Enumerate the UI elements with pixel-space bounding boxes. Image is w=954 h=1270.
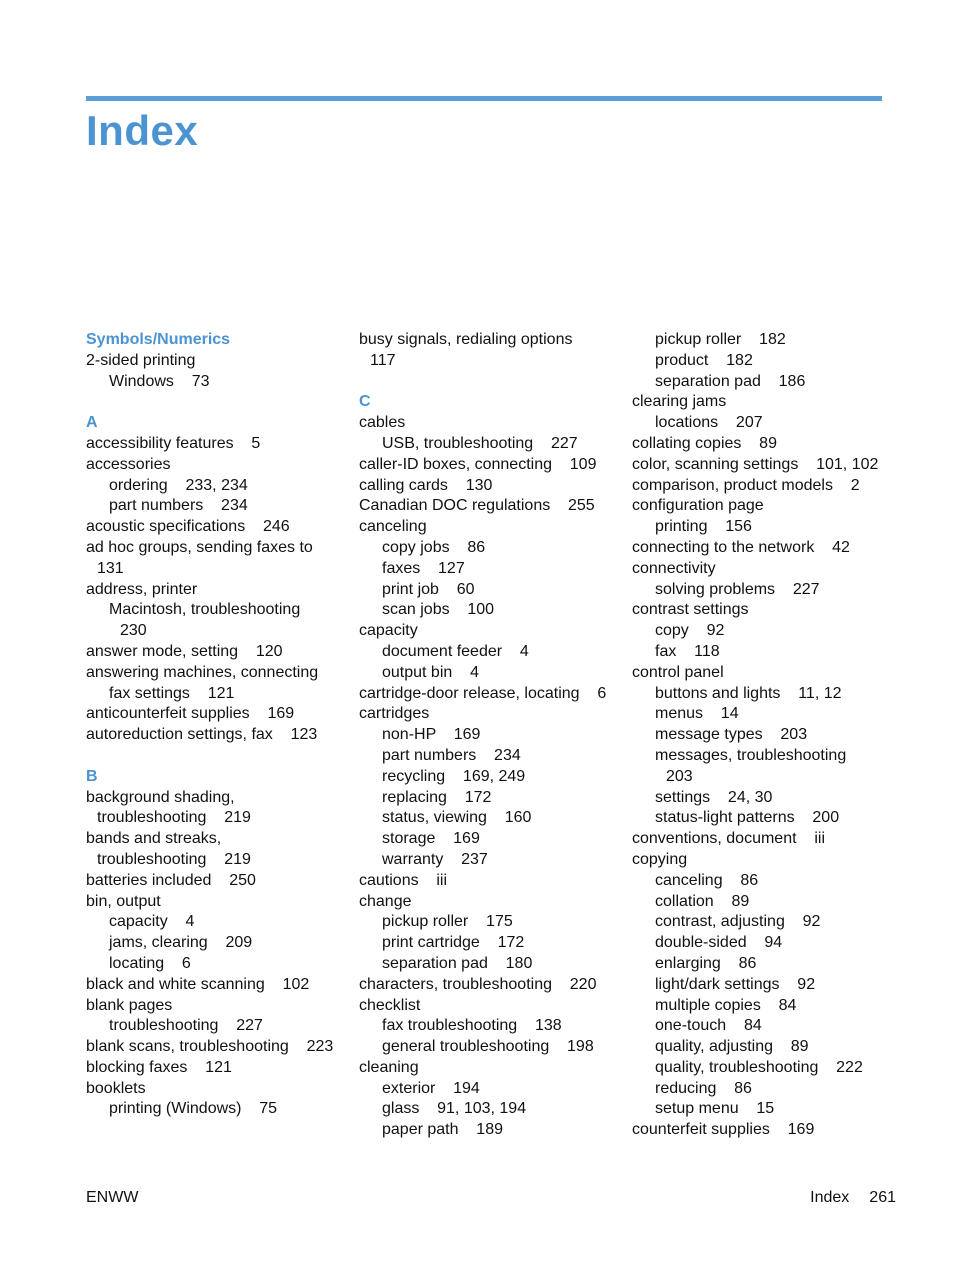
index-entry: booklets [86, 1079, 146, 1097]
index-entry: troubleshooting 219 [97, 850, 251, 868]
index-subentry: quality, troubleshooting 222 [655, 1058, 863, 1076]
index-subentry: enlarging 86 [655, 954, 757, 972]
index-subentry: warranty 237 [382, 850, 488, 868]
index-entry: black and white scanning 102 [86, 975, 310, 993]
index-entry: anticounterfeit supplies 169 [86, 705, 295, 723]
index-entry: bands and streaks, [86, 830, 222, 848]
index-entry: calling cards 130 [359, 476, 493, 494]
index-entry: checklist [359, 996, 421, 1014]
index-entry: busy signals, redialing options [359, 331, 573, 348]
page-number: 261 [869, 1189, 896, 1206]
index-entry: control panel [632, 663, 724, 681]
index-entry: caller-ID boxes, connecting 109 [359, 455, 597, 473]
index-subentry: locating 6 [109, 954, 191, 972]
index-subentry: fax troubleshooting 138 [382, 1017, 562, 1035]
index-entry: cartridges [359, 705, 430, 723]
index-letter-heading: A [86, 414, 98, 432]
index-subentry: capacity 4 [109, 913, 195, 931]
index-entry: accessibility features 5 [86, 434, 261, 452]
index-subentry: replacing 172 [382, 788, 492, 806]
index-subentry: jams, clearing 209 [109, 934, 253, 952]
index-entry: capacity [359, 622, 418, 640]
index-subentry: 230 [120, 622, 147, 640]
index-entry: cautions iii [359, 871, 448, 889]
index-subentry: printing (Windows) 75 [109, 1100, 278, 1118]
index-subentry: locations 207 [655, 414, 763, 432]
index-subentry: fax settings 121 [109, 684, 235, 702]
index-subentry: double-sided 94 [655, 934, 783, 952]
index-entry: conventions, document iii [632, 830, 825, 848]
index-entry: connectivity [632, 559, 716, 577]
index-entry: connecting to the network 42 [632, 538, 850, 556]
index-subentry: setup menu 15 [655, 1100, 775, 1118]
index-subentry: menus 14 [655, 705, 739, 723]
index-subentry: settings 24, 30 [655, 788, 773, 806]
index-subentry: part numbers 234 [109, 497, 248, 515]
index-entry: blank scans, troubleshooting 223 [86, 1038, 334, 1056]
index-subentry: copy jobs 86 [382, 538, 486, 556]
index-subentry: buttons and lights 11, 12 [655, 684, 842, 702]
index-subentry: pickup roller 175 [382, 913, 513, 931]
index-entry: color, scanning settings 101, 102 [632, 455, 879, 473]
index-subentry: non-HP 169 [382, 726, 481, 744]
section-gap [86, 746, 348, 767]
index-subentry: glass 91, 103, 194 [382, 1100, 527, 1118]
index-subentry: collation 89 [655, 892, 750, 910]
index-letter-heading: C [359, 393, 371, 411]
index-subentry: contrast, adjusting 92 [655, 913, 821, 931]
index-entry: blocking faxes 121 [86, 1058, 232, 1076]
index-entry: comparison, product models 2 [632, 476, 860, 494]
index-subentry: document feeder 4 [382, 642, 529, 660]
index-subentry: status, viewing 160 [382, 809, 532, 827]
index-subentry: paper path 189 [382, 1121, 503, 1139]
index-entry: canceling [359, 518, 427, 536]
index-subentry: output bin 4 [382, 663, 479, 681]
index-subentry: storage 169 [382, 830, 480, 848]
index-entry: contrast settings [632, 601, 749, 619]
index-subentry: printing 156 [655, 518, 752, 536]
index-entry: batteries included 250 [86, 871, 256, 889]
index-subentry: scan jobs 100 [382, 601, 495, 619]
index-entry: ad hoc groups, sending faxes to [86, 538, 313, 556]
index-column-2 [359, 330, 621, 1141]
section-gap [86, 392, 348, 413]
index-column-1 [86, 330, 348, 1120]
index-subentry: canceling 86 [655, 871, 759, 889]
index-entry: clearing jams [632, 393, 727, 411]
footer-left: ENWW [86, 1189, 139, 1206]
index-entry: bin, output [86, 892, 161, 910]
index-subentry: Windows 73 [109, 372, 210, 390]
index-entry: answering machines, connecting [86, 663, 319, 681]
section-gap [359, 372, 621, 393]
page-title: Index [86, 107, 199, 154]
index-entry: copying [632, 850, 688, 868]
index-subentry: recycling 169, 249 [382, 767, 526, 785]
index-subentry: one-touch 84 [655, 1017, 762, 1035]
title-rule [86, 96, 882, 101]
index-subentry: reducing 86 [655, 1079, 752, 1097]
index-entry: cleaning [359, 1058, 419, 1076]
index-entry: configuration page [632, 497, 764, 515]
index-subentry: solving problems 227 [655, 580, 820, 598]
index-entry: blank pages [86, 996, 173, 1014]
index-entry: counterfeit supplies 169 [632, 1121, 815, 1139]
index-entry: 131 [97, 559, 124, 577]
index-subentry: USB, troubleshooting 227 [382, 434, 578, 452]
index-entry: troubleshooting 219 [97, 809, 251, 827]
index-entry: acoustic specifications 246 [86, 518, 290, 536]
index-subentry: pickup roller 182 [655, 331, 786, 348]
index-entry: collating copies 89 [632, 434, 777, 452]
index-subentry: separation pad 186 [655, 372, 806, 390]
index-subentry: troubleshooting 227 [109, 1017, 263, 1035]
index-entry: Canadian DOC regulations 255 [359, 497, 595, 515]
index-subentry: copy 92 [655, 622, 725, 640]
index-column-3 [632, 330, 894, 1141]
index-entry: accessories [86, 455, 171, 473]
index-entry: characters, troubleshooting 220 [359, 975, 597, 993]
index-subentry: quality, adjusting 89 [655, 1038, 809, 1056]
index-entry: cartridge-door release, locating 6 [359, 684, 607, 702]
index-subentry: 203 [666, 767, 693, 785]
index-subentry: product 182 [655, 351, 753, 369]
index-entry: 2-sided printing [86, 351, 196, 369]
index-letter-heading: B [86, 767, 98, 785]
index-subentry: exterior 194 [382, 1079, 480, 1097]
index-entry: cables [359, 414, 406, 432]
index-subentry: multiple copies 84 [655, 996, 797, 1014]
footer-right [810, 1188, 896, 1208]
index-subentry: Macintosh, troubleshooting [109, 601, 301, 619]
index-entry: background shading, [86, 788, 235, 806]
index-letter-heading: Symbols/Numerics [86, 331, 231, 348]
index-subentry: status-light patterns 200 [655, 809, 840, 827]
index-subentry: fax 118 [655, 642, 720, 660]
index-subentry: print cartridge 172 [382, 934, 525, 952]
index-subentry: faxes 127 [382, 559, 465, 577]
index-subentry: messages, troubleshooting [655, 746, 847, 764]
index-subentry: separation pad 180 [382, 954, 533, 972]
index-entry: autoreduction settings, fax 123 [86, 726, 318, 744]
index-subentry: part numbers 234 [382, 746, 521, 764]
footer-section: Index [810, 1189, 850, 1206]
index-subentry: print job 60 [382, 580, 475, 598]
index-subentry: general troubleshooting 198 [382, 1038, 594, 1056]
index-entry: 117 [370, 351, 396, 369]
index-subentry: light/dark settings 92 [655, 975, 816, 993]
index-entry: change [359, 892, 412, 910]
index-subentry: message types 203 [655, 726, 808, 744]
index-entry: address, printer [86, 580, 198, 598]
index-subentry: ordering 233, 234 [109, 476, 248, 494]
index-entry: answer mode, setting 120 [86, 642, 283, 660]
